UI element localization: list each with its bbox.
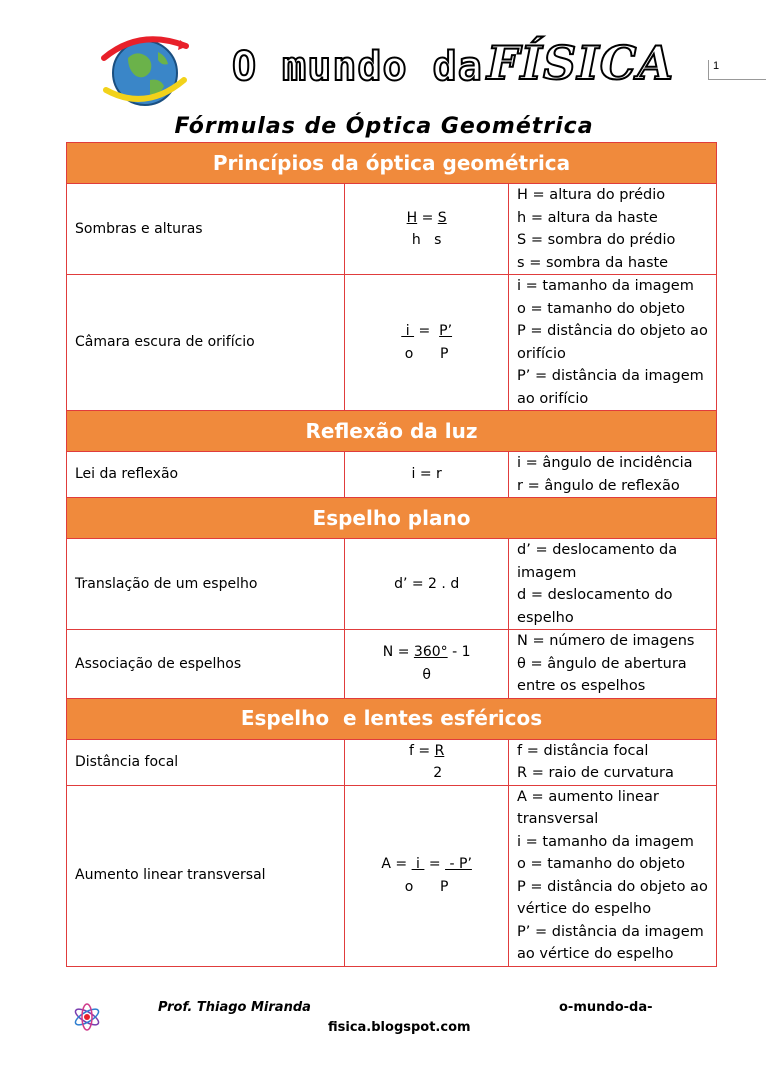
formula-bottom: 2 [433, 765, 443, 781]
formula-name: Aumento linear transversal [67, 785, 345, 966]
legend-line: i = tamanho da imagem [517, 833, 694, 850]
legend-line: θ = ângulo de abertura [517, 655, 687, 672]
formula-top: N = 360° - 1 [382, 644, 471, 661]
legend-line: o = tamanho do objeto [517, 300, 685, 317]
section-heading: Princípios da óptica geométrica [67, 143, 717, 184]
formula-cell [345, 275, 509, 411]
legend-line: d’ = deslocamento da [517, 542, 678, 558]
legend-line: h = altura da haste [517, 209, 658, 226]
formula-name: Associação de espelhos [67, 630, 345, 699]
footer-author: Prof. Thiago Miranda [158, 1000, 311, 1015]
formula-bottom: o P [404, 345, 449, 362]
formula-name: Câmara escura de orifício [67, 275, 345, 411]
formula-top: i = P’ [401, 323, 453, 339]
formula-legend [509, 539, 717, 630]
legend-line: transversal [517, 811, 599, 827]
legend-line: vértice do espelho [517, 901, 652, 917]
legend-line: P = distância do objeto ao [517, 878, 708, 895]
formula-cell [345, 630, 509, 699]
document-title: Fórmulas de Óptica Geométrica [174, 114, 594, 139]
section-header-row [67, 143, 717, 184]
formula-cell [345, 739, 509, 785]
atom-icon [72, 1002, 102, 1032]
section-header-row [67, 498, 717, 539]
brand-title [232, 30, 674, 90]
formula-cell [345, 785, 509, 966]
legend-line: A = aumento linear [517, 788, 659, 805]
legend-line: S = sombra do prédio [517, 232, 676, 248]
table-row [67, 739, 717, 785]
section-heading: Reflexão da luz [67, 411, 717, 452]
formula-bottom: h s [411, 232, 442, 248]
legend-line: orifício [517, 345, 566, 362]
globe-logo-icon [100, 28, 190, 108]
legend-line: i = tamanho da imagem [517, 278, 694, 294]
formula-top: H = S [406, 209, 447, 226]
legend-line: N = número de imagens [517, 633, 695, 649]
section-header-row [67, 411, 717, 452]
legend-line: espelho [517, 609, 574, 626]
footer-site-part2: fisica.blogspot.com [328, 1020, 471, 1035]
brand-text-main: O mundo da [232, 44, 483, 90]
legend-line: R = raio de curvatura [517, 765, 674, 781]
legend-line: f = distância focal [517, 742, 649, 759]
section-heading: Espelho e lentes esféricos [67, 698, 717, 739]
formula-name: Distância focal [67, 739, 345, 785]
formula-top: d’ = 2 . d [394, 575, 460, 592]
legend-line: P’ = distância da imagem [517, 368, 704, 384]
table-row [67, 785, 717, 966]
formula-top: f = R [409, 742, 445, 759]
formula-legend [509, 630, 717, 699]
formula-cell [345, 539, 509, 630]
legend-line: s = sombra da haste [517, 254, 669, 271]
formula-legend [509, 452, 717, 498]
footer-site-part1: o-mundo-da- [559, 1000, 653, 1015]
legend-line: o = tamanho do objeto [517, 856, 685, 872]
legend-line: ao vértice do espelho [517, 946, 674, 962]
legend-line: H = altura do prédio [517, 187, 666, 203]
formula-top: A = i = - P’ [381, 856, 472, 872]
legend-line: ao orifício [517, 390, 589, 407]
brand-text-accent: FÍSICA [486, 36, 675, 90]
table-row [67, 630, 717, 699]
formula-name: Sombras e alturas [67, 184, 345, 275]
formula-cell [345, 184, 509, 275]
table-row [67, 275, 717, 411]
table-row [67, 452, 717, 498]
page-number: 1 [708, 60, 766, 80]
legend-line: r = ângulo de reflexão [517, 477, 680, 494]
section-header-row [67, 698, 717, 739]
table-row [67, 184, 717, 275]
legend-line: P = distância do objeto ao [517, 323, 708, 339]
formula-top: i = r [411, 466, 442, 483]
formula-legend [509, 785, 717, 966]
formula-legend [509, 275, 717, 411]
legend-line: entre os espelhos [517, 678, 646, 694]
formulas-table [66, 142, 717, 967]
formula-bottom: θ [422, 666, 431, 683]
formula-cell [345, 452, 509, 498]
legend-line: P’ = distância da imagem [517, 923, 704, 940]
formula-name: Translação de um espelho [67, 539, 345, 630]
formula-legend [509, 184, 717, 275]
section-heading: Espelho plano [67, 498, 717, 539]
legend-line: i = ângulo de incidência [517, 455, 693, 471]
legend-line: imagem [517, 564, 577, 581]
formula-legend [509, 739, 717, 785]
legend-line: d = deslocamento do [517, 587, 673, 603]
table-row [67, 539, 717, 630]
formula-name: Lei da reflexão [67, 452, 345, 498]
formula-bottom: o P [404, 878, 449, 895]
